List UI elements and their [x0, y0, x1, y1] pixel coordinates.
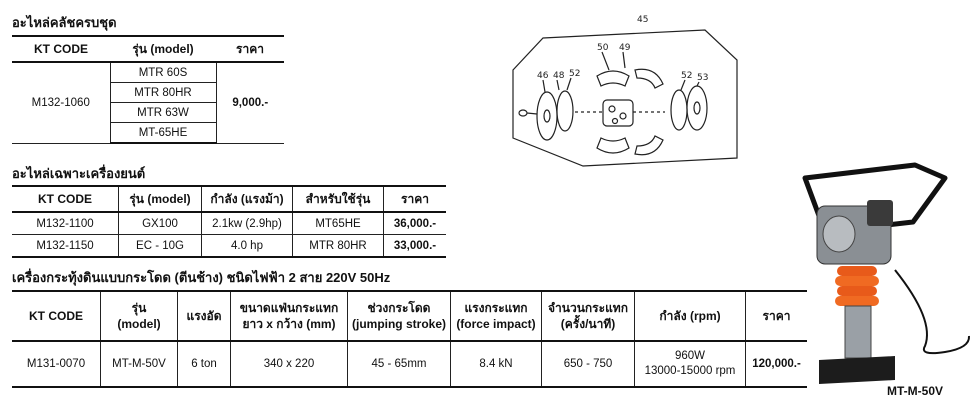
header-price: ราคา	[216, 36, 284, 62]
left-ring	[557, 91, 573, 131]
machine-model-label: MT-M-50V	[887, 384, 944, 398]
table-row	[12, 212, 446, 235]
price-cell: 120,000.-	[746, 341, 808, 387]
table-header-row	[12, 36, 284, 62]
engine-parts-table	[12, 185, 446, 258]
header-jumping-stroke: ช่วงกระโดด (jumping stroke)	[348, 291, 451, 341]
table-row	[12, 62, 284, 83]
header-force-impact: แรงกระแทก (force impact)	[451, 291, 542, 341]
header-kt-code: KT CODE	[12, 186, 119, 212]
model-cell: MTR 80HR	[110, 83, 216, 103]
diagram-label: 48	[553, 71, 565, 81]
kt-code-cell: M131-0070	[12, 341, 101, 387]
power-cell: 2.1kw (2.9hp)	[202, 212, 293, 235]
for-model-cell: MTR 80HR	[293, 235, 384, 258]
header-price: ราคา	[384, 186, 447, 212]
clutch-shoe	[597, 71, 629, 86]
diagram-label: 52	[569, 69, 581, 79]
table-row	[12, 235, 446, 258]
model-cell: MTR 63W	[110, 103, 216, 123]
diagram-label: 50	[597, 43, 609, 53]
header-kt-code: KT CODE	[12, 36, 110, 62]
model-cell: GX100	[119, 212, 202, 235]
impacts-per-min-cell: 650 - 750	[542, 341, 635, 387]
header-model: รุ่น (model)	[119, 186, 202, 212]
clutch-set-title: อะไหล่คลัชครบชุด	[12, 15, 117, 30]
diagram-label: 53	[697, 73, 709, 83]
clutch-shoe	[597, 138, 629, 153]
right-outer-disc	[687, 86, 707, 130]
clutch-shoe	[635, 69, 663, 88]
header-model: รุ่น (model)	[101, 291, 178, 341]
header-plate-size: ขนาดแฟ่นกระแทก ยาว x กว้าง (mm)	[231, 291, 348, 341]
rammer-title: เครื่องกระทุ้งดินแบบกระโดด (ตีนช้าง) ชนิดไฟฟ้า 2 สาย 220V 50Hz	[12, 270, 391, 285]
jumping-stroke-cell: 45 - 65mm	[348, 341, 451, 387]
compression-cell: 6 ton	[178, 341, 231, 387]
header-compression: แรงอัด	[178, 291, 231, 341]
price-cell: 9,000.-	[216, 62, 284, 143]
diagram-label: 49	[619, 43, 631, 53]
diagram-label: 45	[637, 15, 649, 25]
diagram-label: 46	[537, 71, 549, 81]
header-power-rpm: กำลัง (rpm)	[635, 291, 746, 341]
table-header-row	[12, 186, 446, 212]
model-cell: EC - 10G	[119, 235, 202, 258]
for-model-cell: MT65HE	[293, 212, 384, 235]
kt-code-cell: M132-1150	[12, 235, 119, 258]
kt-code-cell: M132-1060	[12, 62, 110, 143]
model-cell: MT-65HE	[110, 123, 216, 144]
model-cell: MT-M-50V	[101, 341, 178, 387]
header-for-model: สำหรับใช้รุ่น	[293, 186, 384, 212]
header-power: กำลัง (แรงม้า)	[202, 186, 293, 212]
left-outer-disc	[537, 92, 557, 140]
power-cell: 960W 13000-15000 rpm	[635, 341, 746, 387]
diagram-label: 52	[681, 71, 693, 81]
header-kt-code: KT CODE	[12, 291, 101, 341]
force-impact-cell: 8.4 kN	[451, 341, 542, 387]
rammer-table	[12, 290, 807, 388]
right-ring	[671, 90, 687, 130]
kt-code-cell: M132-1100	[12, 212, 119, 235]
header-price: ราคา	[746, 291, 808, 341]
clutch-hub	[603, 100, 633, 126]
clutch-exploded-diagram	[505, 8, 745, 178]
price-cell: 33,000.-	[384, 235, 447, 258]
clutch-set-table	[12, 35, 284, 144]
price-cell: 36,000.-	[384, 212, 447, 235]
rammer-machine-image	[795, 160, 975, 390]
engine-parts-title: อะไหล่เฉพาะเครื่องยนต์	[12, 166, 146, 181]
table-header-row	[12, 291, 807, 341]
model-cell: MTR 60S	[110, 62, 216, 83]
table-row	[12, 341, 807, 387]
header-impacts-per-min: จำนวนกระแทก (ครั้ง/นาที)	[542, 291, 635, 341]
plate-size-cell: 340 x 220	[231, 341, 348, 387]
clutch-shoe	[635, 136, 663, 155]
header-model: รุ่น (model)	[110, 36, 216, 62]
power-cell: 4.0 hp	[202, 235, 293, 258]
